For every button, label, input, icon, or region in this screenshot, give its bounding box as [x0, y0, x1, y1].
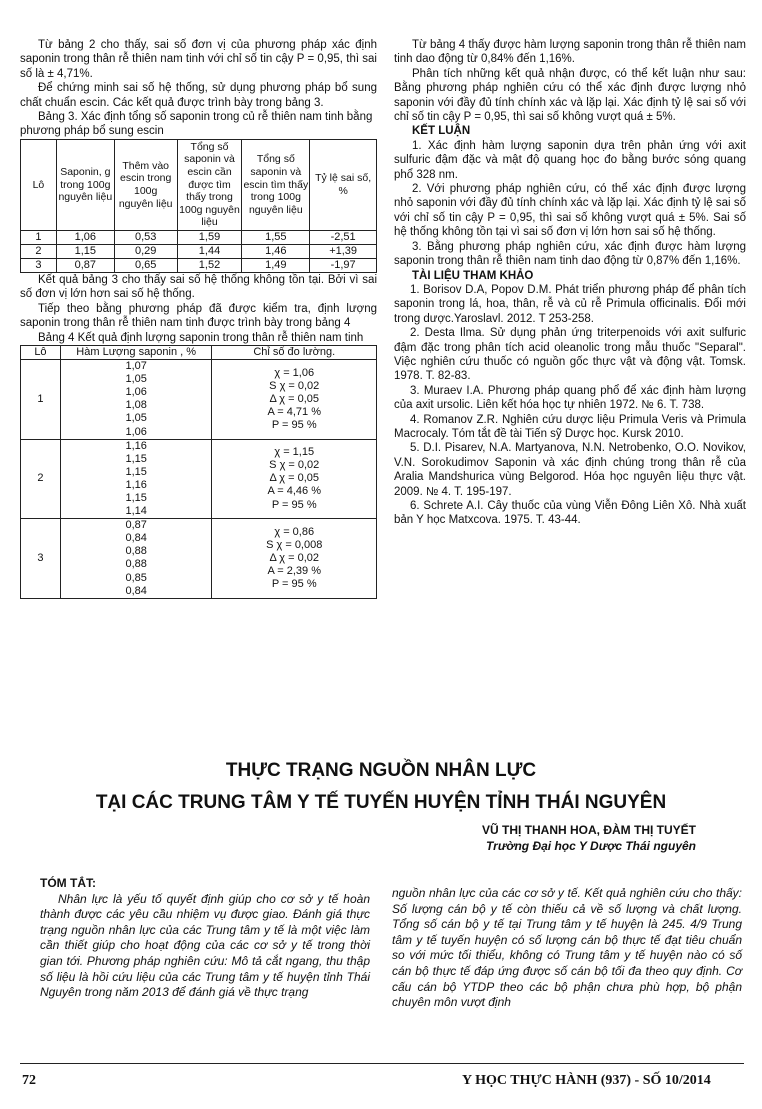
table-row [21, 245, 377, 259]
table-header-cell: Lô [21, 139, 57, 230]
paragraph: 1. Xác định hàm lượng saponin dựa trên phản ứng với axit sulfuric đậm đặc và mật độ quang học đo bằng bước sóng quang phổ 328 nm. [394, 139, 746, 181]
table-header-cell: Chỉ số đo lường. [212, 346, 377, 360]
reference-item: 3. Muraev I.A. Phương pháp quang phổ để xác định hàm lượng của axit ursolic. Liên kết hóa học tự nhiên 1972. № 6. T. 738. [394, 384, 746, 412]
abstract-right: nguồn nhân lực của các cơ sở y tế. Kết quả nghiên cứu cho thấy: Số lượng cán bộ y tế còn thiếu cả về số lượng và chất lượng. Tổng số cán bộ y tế tại Trung tâm y tế huyện là 245. 4/9 Trung tâm y tế tuyến huyện có số lượng cán bộ thực tế đạt tiêu chuẩn so với mức tối thiểu, không có Trung tâm y tế huyện nào có số cán bộ thực tế đáp ứng được số cán bộ tối đa theo quy định. Cơ cấu cán bộ YTDP theo các bộ phận chưa phù hợp, bộ phận chuyên môn vượt định [392, 886, 742, 1010]
value: 1,15 [125, 452, 147, 465]
table-cell: 3 [21, 259, 57, 273]
value: 1,15 [125, 465, 147, 478]
table-header-cell: Thêm vào escin trong 100g nguyên liệu [114, 139, 177, 230]
paragraph: Để chứng minh sai số hệ thống, sử dụng phương pháp bổ sung chất chuẩn escin. Các kết quả được trình bày trong bảng 3. [20, 82, 377, 109]
table-row [21, 259, 377, 273]
value: 0,84 [125, 532, 147, 545]
value: 1,07 [125, 360, 147, 373]
stat: Δ χ = 0,05 [269, 472, 319, 485]
table-cell: -1,97 [310, 259, 377, 273]
table-header-cell: Tổng số saponin và escin cần được tìm thấy trong 100g nguyên liệu [177, 139, 242, 230]
abstract-left [40, 876, 370, 1001]
value: 1,16 [125, 478, 147, 491]
table-cell: 1,44 [177, 245, 242, 259]
table-header-cell: Hàm Lượng saponin , % [60, 346, 212, 360]
footer-rule [20, 1063, 744, 1064]
table-cell: 0,87 [56, 259, 114, 273]
stat: P = 95 % [271, 578, 317, 591]
section-heading: KẾT LUẬN [412, 125, 471, 138]
left-column [20, 38, 377, 599]
reference-item: 5. D.I. Pisarev, N.A. Martyanova, N.N. Netrobenko, O.O. Novikov, V.N. Sorokudimov Saponin và xác định chúng trong thân rễ của Aralia Mandshurica vùng Belgorod. Hóa học nguyên liệu thực vật. 2009. № 4. T. 195-197. [394, 442, 746, 498]
table-cell: 1,46 [242, 245, 310, 259]
value: 1,16 [125, 439, 147, 452]
table4 [20, 345, 377, 599]
table-cell: 1,52 [177, 259, 242, 273]
table-cell [60, 439, 212, 519]
table-cell: 1 [21, 231, 57, 245]
table-cell: 1,15 [56, 245, 114, 259]
paragraph: 2. Với phương pháp nghiên cứu, có thể xác định được lượng nhỏ saponin với đầy đủ tính chính xác và lặp lại. Xác định tỷ lệ sai số với chỉ số tin cậy P = 0,95, thì sai số không vượt quá ± 5%. Sai số hệ thống không tồn tại vì sai số đơn vị lớn hơn sai số hệ thống. [394, 183, 746, 239]
reference-item: 2. Desta Ilma. Sử dụng phản ứng triterpenoids với axit sulfuric đậm đặc trong phân tích acid oleanolic trong mẫu thuốc "Separal". Việc nghiên cứu thuốc có nguồn gốc thực vật và động vật. Tomsk. 1978. T. 82-83. [394, 327, 746, 383]
page-number: 72 [22, 1073, 36, 1088]
table-cell: 1 [21, 360, 61, 440]
table3-caption: Bảng 3. Xác định tổng số saponin trong củ rễ thiên nam tinh bằng phương pháp bổ sung escin [20, 111, 373, 138]
table4-caption: Bảng 4 Kết quả định lượng saponin trong thân rễ thiên nam tinh [38, 331, 364, 344]
table-cell: 1,55 [242, 231, 310, 245]
value: 0,88 [125, 558, 147, 571]
stat: S χ = 0,008 [266, 538, 323, 551]
table-cell: 1,06 [56, 231, 114, 245]
paragraph: Tiếp theo bằng phương pháp đã được kiểm tra, định lượng saponin trong thân rễ thiên nam tinh được trình bày trong bảng 4 [20, 302, 377, 330]
paragraph: Kết quả bảng 3 cho thấy sai số hệ thống không tồn tại. Bởi vì sai số đơn vị lớn hơn sai số hệ thống. [20, 274, 377, 301]
affiliation: Trường Đại học Y Dược Thái nguyên [486, 839, 696, 853]
table-header-cell: Lô [21, 346, 61, 360]
right-column [394, 38, 746, 528]
stat: S χ = 0,02 [269, 459, 320, 472]
article-title-line2: TẠI CÁC TRUNG TÂM Y TẾ TUYẾN HUYỆN TỈNH THÁI NGUYÊN [95, 792, 667, 813]
table-header-row [21, 139, 377, 230]
table3 [20, 139, 377, 273]
table-row [21, 519, 377, 599]
stat: Δ χ = 0,05 [269, 392, 319, 405]
table-cell: 1,49 [242, 259, 310, 273]
stat: P = 95 % [271, 498, 317, 511]
value: 0,87 [125, 519, 147, 532]
abstract-heading: TÓM TẮT: [40, 876, 96, 890]
stat: A = 4,46 % [267, 485, 321, 498]
paragraph: Từ bảng 4 thấy được hàm lượng saponin trong thân rễ thiên nam tinh dao động từ 0,84% đến 1,16%. [394, 39, 746, 66]
stat: Δ χ = 0,02 [269, 551, 319, 564]
paragraph: Phân tích những kết quả nhận được, có thể kết luận như sau: Bằng phương pháp nghiên cứu có thể xác định được lượng nhỏ saponin với đầy đủ tính chính xác và lặp lại. Xác định tỷ lệ sai số với chỉ số tin cậy P = 0,95, thì sai số không vượt quá ± 5%. [394, 67, 746, 124]
abstract-text: Nhân lực là yếu tố quyết định giúp cho cơ sở y tế hoàn thành được các yêu cầu nhiệm vụ được giao. Đánh giá thực trạng nguồn nhân lực của các Trung tâm y tế là một việc làm cần thiết giúp cho hoạt động của các cơ sở y tế trong thời gian tới. Phương pháp nghiên cứu: Mô tả cắt ngang, thu thập số liệu là hồi cứu liệu của các Trung tâm y tế huyện tỉnh Thái Nguyên trong năm 2013 để đánh giá về thực trạng [40, 891, 370, 1000]
paragraph: 3. Bằng phương pháp nghiên cứu, xác định được hàm lượng saponin trong thân rễ thiên nam tinh dao động từ 0,87% đến 1,16%. [394, 240, 746, 268]
value: 1,06 [125, 425, 147, 438]
table-row [21, 439, 377, 519]
value: 1,15 [125, 491, 147, 504]
table-header-cell: Tỷ lệ sai số, % [310, 139, 377, 230]
reference-item: 4. Romanov Z.R. Nghiên cứu dược liệu Primula Veris và Primula Macrocaly. Tóm tắt đề tài Tiến sỹ Dược học. Kursk 2010. [394, 413, 746, 440]
table-cell [212, 519, 377, 599]
stat: A = 2,39 % [267, 564, 321, 577]
article-byline [400, 822, 696, 854]
value: 1,08 [125, 399, 147, 412]
table-cell: +1,39 [310, 245, 377, 259]
table-cell: 3 [21, 519, 61, 599]
journal-footer: Y HỌC THỰC HÀNH (937) - SỐ 10/2014 [462, 1073, 711, 1088]
table-cell [60, 360, 212, 440]
table-cell [212, 439, 377, 519]
stat: S χ = 0,02 [269, 379, 320, 392]
section-heading: TÀI LIỆU THAM KHẢO [412, 269, 534, 282]
table-header-cell: Saponin, g trong 100g nguyên liệu [56, 139, 114, 230]
table-cell: 2 [21, 439, 61, 519]
table-row [21, 231, 377, 245]
article-title-line1: THỰC TRẠNG NGUỒN NHÂN LỰC [225, 760, 537, 781]
table-cell [60, 519, 212, 599]
table-row [21, 360, 377, 440]
value: 1,05 [125, 412, 147, 425]
reference-item: 1. Borisov D.A, Popov D.M. Phát triển phương pháp để phân tích saponin trong lá, hoa, thân, rễ và củ rễ Primula officinalis. Đổi mới trong dược.Yaroslavl. 2012. T 253-258. [394, 283, 746, 325]
value: 1,14 [125, 505, 147, 518]
stat: A = 4,71 % [267, 405, 321, 418]
stat: χ = 1,06 [274, 366, 315, 379]
authors: VŨ THỊ THANH HOA, ĐÀM THỊ TUYẾT [482, 823, 696, 837]
table-cell: 0,29 [114, 245, 177, 259]
paragraph: Từ bảng 2 cho thấy, sai số đơn vị của phương pháp xác định saponin trong thân rễ thiên nam tinh với chỉ số tin cậy P = 0,95, thì sai số là ± 4,71%. [20, 39, 377, 80]
value: 0,84 [125, 584, 147, 597]
table-header-row [21, 346, 377, 360]
value: 0,85 [125, 571, 147, 584]
stat: P = 95 % [271, 418, 317, 431]
table-cell: 1,59 [177, 231, 242, 245]
table-cell: 0,65 [114, 259, 177, 273]
table-cell: 0,53 [114, 231, 177, 245]
stat: χ = 0,86 [274, 525, 315, 538]
table-header-cell: Tổng số saponin và escin tìm thấy trong 100g nguyên liệu [242, 139, 310, 230]
table-cell: 2 [21, 245, 57, 259]
table-cell: -2,51 [310, 231, 377, 245]
table-cell [212, 360, 377, 440]
value: 1,05 [125, 373, 147, 386]
value: 0,88 [125, 545, 147, 558]
reference-item: 6. Schrete A.I. Cây thuốc của vùng Viễn Đông Liên Xô. Nhà xuất bản Y học Matxcova. 1975. T. 43-44. [394, 500, 746, 527]
stat: χ = 1,15 [274, 446, 315, 459]
value: 1,06 [125, 386, 147, 399]
